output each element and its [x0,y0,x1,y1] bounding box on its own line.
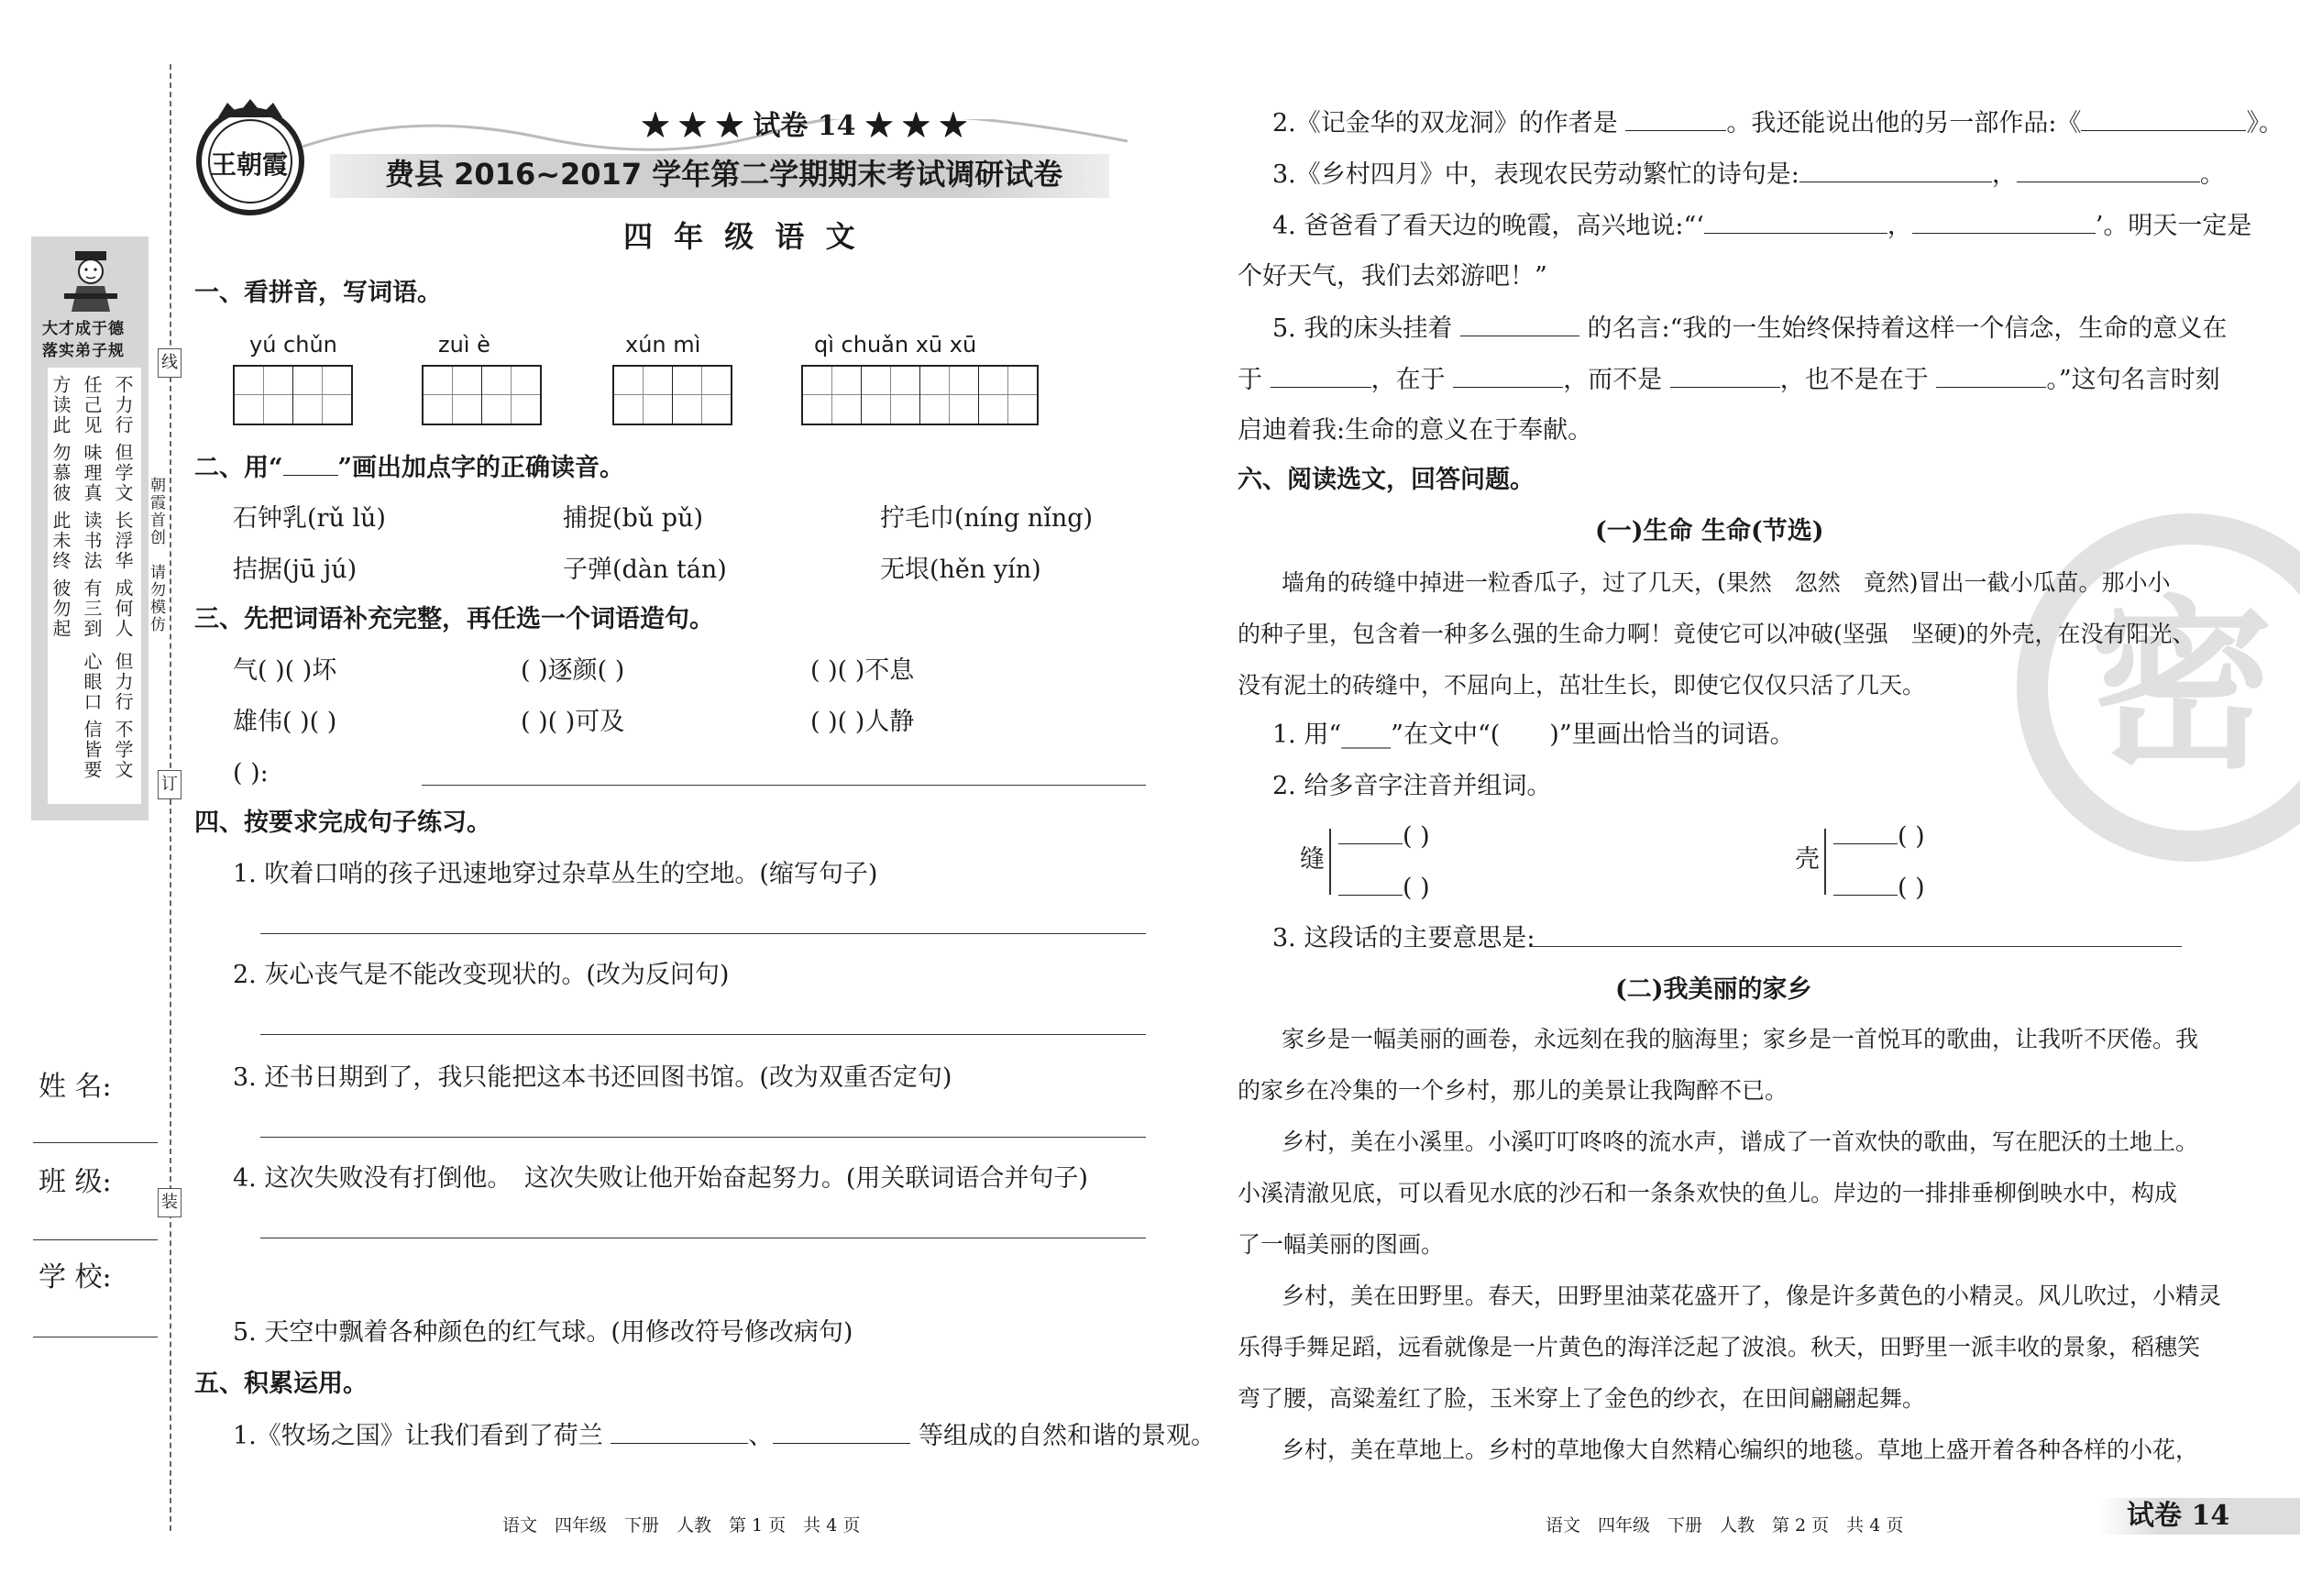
rule-col: 勿慕彼 [50,443,72,503]
brand-logo [191,99,310,218]
reading-item[interactable]: 拮据(jū jú) [233,556,358,584]
reading-item[interactable]: 无垠(hěn yín) [880,556,1041,584]
right-q4 [1272,209,2251,243]
right-q2 [1272,106,2283,140]
right-q4-cont: 个好天气，我们去郊游吧！” [1238,262,1547,291]
paren: ( ) [1403,874,1430,902]
text: 3.《乡村四月》中，表现农民劳动繁忙的诗句是: [1272,160,1799,189]
word-fill[interactable]: ( )( )可及 [521,708,625,736]
passage-1-title: (一)生命 生命(节选) [1595,517,1824,545]
corner-paper-number: 试卷 14 [2127,1500,2230,1532]
polyphone-1-row[interactable] [1338,820,1430,853]
blank[interactable] [1453,363,1563,388]
passage-2-line: 乡村，美在田野里。春天，田野里油菜花盛开了，像是许多黄色的小精灵。风儿吹过，小精灵 [1282,1282,2222,1309]
rule-col: 此未终 [50,511,72,571]
logo-text: 王朝霞 [211,149,289,180]
bracket-1 [1329,829,1338,895]
reading-item[interactable]: 捕捉(bǔ pǔ) [563,504,703,533]
reading-item[interactable]: 石钟乳(rǔ lǔ) [233,504,386,533]
text: ，而不是 [1563,366,1663,394]
subject-title: 四 年 级 语 文 [623,219,861,254]
reading-item[interactable]: 子弹(dàn tán) [563,556,727,584]
passage-1-line: 没有泥土的砖缝中，不屈向上，茁壮生长，即使它仅仅只活了几天。 [1238,672,1926,699]
blank[interactable] [1625,106,1726,131]
right-q5 [1272,312,2227,346]
text: 。”这句名言时刻 [2046,366,2220,394]
passage-1-line: 墙角的砖缝中掉进一粒香瓜子，过了几天，(果然 忽然 竟然)冒出一截小瓜苗。那小小 [1282,569,2171,596]
writing-grid-3[interactable] [612,365,732,425]
underline-sample [283,451,338,476]
passage-2-line: 了一幅美丽的图画。 [1238,1231,1445,1258]
q5-text-c: 等组成的自然和谐的景观。 [918,1422,1216,1450]
text: ， [1991,160,2017,189]
exercise-item: 5. 天空中飘着各种颜色的红气球。(用修改符号修改病句) [233,1318,853,1347]
blank[interactable] [1833,820,1898,844]
text: ，也不是在于 [1779,366,1929,394]
writing-grid-2[interactable] [422,365,542,425]
page-footer-left: 语文 四年级 下册 人教 第 1 页 共 4 页 [502,1515,861,1535]
section-2-text-a: 二、用“ [194,454,283,482]
sentence-prompt: ( ): [233,759,269,787]
blank[interactable] [1912,209,2096,234]
text: ’。明天一定是 [2095,212,2252,240]
scholar-figure-icon [59,249,123,314]
answer-line[interactable] [1529,946,2182,947]
rule-col: 长浮华 [112,511,134,571]
text: 的名言:“我的一生始终保持着这样一个信念，生命的意义在 [1587,314,2228,343]
class-field[interactable] [33,1239,158,1240]
passage-1-q3: 3. 这段话的主要意思是: [1272,924,1535,952]
rule-col: 任己见 [81,375,103,435]
text: ，在于 [1370,366,1446,394]
blank[interactable] [2081,106,2246,131]
polyphone-2-row[interactable] [1833,820,1925,853]
rule-col: 心眼口 [81,652,103,712]
polyphone-1: 缝 [1300,845,1325,874]
word-fill[interactable]: 气( )( )坏 [233,656,337,685]
accumulation-item-1 [233,1419,1216,1453]
right-q3 [1272,158,2225,192]
exam-title: 费县 2016~2017 学年第二学期期末考试调研试卷 [385,157,1063,192]
rule-col: 成何人 [112,578,134,639]
rule-col: 不学文 [112,720,134,780]
name-label: 姓 名: [39,1071,112,1103]
polyphone-2-row[interactable] [1833,871,1925,905]
bracket-2 [1824,829,1833,895]
blank[interactable] [1670,363,1780,388]
passage-2-line: 小溪清澈见底，可以看见水底的沙石和一条条欢快的鱼儿。岸边的一排排垂柳倒映水中，构成 [1238,1180,2178,1206]
class-label: 班 级: [39,1166,112,1198]
paper-number-text: 试卷 14 [753,110,856,142]
section-3-heading: 三、先把词语补充完整，再任选一个词语造句。 [194,605,714,633]
text: 于 [1238,366,1262,394]
passage-2-line: 家乡是一幅美丽的画卷，永远刻在我的脑海里；家乡是一首悦耳的歌曲，让我听不厌倦。我 [1282,1026,2199,1052]
word-fill[interactable]: 雄伟( )( ) [233,708,337,736]
answer-line[interactable] [260,1137,1146,1138]
reading-item[interactable]: 拧毛巾(níng nǐng) [880,504,1094,533]
blank[interactable] [1799,158,1992,182]
rule-col: 不力行 [112,375,134,435]
section-6-heading: 六、阅读选文，回答问题。 [1238,466,1535,494]
passage-2-title: (二)我美丽的家乡 [1615,975,1812,1004]
name-field[interactable] [33,1142,158,1143]
blank[interactable] [1936,363,2046,388]
rule-col: 读书法 [81,511,103,571]
word-fill[interactable]: ( )逐颜( ) [521,656,625,685]
text: 5. 我的床头挂着 [1272,314,1453,343]
blank[interactable] [773,1419,910,1444]
paren: ( ) [1898,822,1925,851]
q5-text-b: 、 [748,1422,774,1450]
answer-line[interactable] [260,1034,1146,1035]
text: 2.《记金华的双龙洞》的作者是 [1272,109,1618,138]
pinyin-2: zuì è [438,332,490,358]
passage-2-line: 乡村，美在小溪里。小溪叮叮咚咚的流水声，谱成了一首欢快的歌曲，写在肥沃的土地上。 [1282,1128,2199,1155]
text: ， [1887,212,1912,240]
sidebar-motto-panel [31,237,149,820]
motto-line-2: 落实弟子规 [42,342,125,360]
polyphone-1-row[interactable] [1338,871,1430,905]
section-2-text-b: ”画出加点字的正确读音。 [337,454,625,482]
seal-mark-1: 线 [158,348,182,378]
page-footer-right: 语文 四年级 下册 人教 第 2 页 共 4 页 [1546,1515,1904,1535]
writing-grid-4[interactable] [801,365,1039,425]
rule-col: 但力行 [112,652,134,712]
passage-1-q1: 1. 用“____”在文中“( )”里画出恰当的词语。 [1272,721,1795,749]
passage-1-q2: 2. 给多音字注音并组词。 [1272,772,1552,800]
section-4-heading: 四、按要求完成句子练习。 [194,809,491,837]
rules-box [48,368,141,804]
text: 》。 [2246,109,2283,138]
paper-number: ★ ★ ★ 试卷 14 ★ ★ ★ [642,110,967,142]
exercise-item: 4. 这次失败没有打倒他。 这次失败让他开始奋起努力。(用关联词语合并句子) [233,1164,1088,1193]
word-fill[interactable]: ( )( )不息 [810,656,915,685]
passage-2-line: 的家乡在冷集的一个乡村，那儿的美景让我陶醉不已。 [1238,1077,1788,1104]
side-label: 朝霞首创 请勿模仿 [147,477,165,633]
blank[interactable] [1833,871,1898,896]
blank[interactable] [1338,820,1403,844]
paren: ( ) [1403,822,1430,851]
blank[interactable] [1460,312,1579,336]
rule-col: 彼勿起 [50,578,72,639]
rule-col: 味理真 [81,443,103,503]
passage-1-line: 的种子里，包含着一种多么强的生命力啊！竟使它可以冲破(坚强 坚硬)的外壳，在没有阳光、 [1238,621,2195,647]
blank[interactable] [611,1419,748,1444]
rule-col: 有三到 [81,578,103,639]
seal-mark-2: 订 [158,770,182,799]
word-fill[interactable]: ( )( )人静 [810,708,915,736]
text: 。 [2199,160,2225,189]
rule-col: 方读此 [50,375,72,435]
section-5-heading: 五、积累运用。 [194,1370,368,1398]
pinyin-3: xún mì [625,332,701,358]
text: 。我还能说出他的另一部作品:《 [1726,109,2082,138]
answer-line[interactable] [260,933,1146,934]
school-label: 学 校: [39,1261,112,1293]
right-q5-end: 启迪着我:生命的意义在于奉献。 [1238,416,1593,445]
writing-grid-1[interactable] [233,365,353,425]
q5-text-a: 1.《牧场之国》让我们看到了荷兰 [233,1422,603,1450]
passage-2-line: 乐得手舞足蹈，远看就像是一片黄色的海洋泛起了波浪。秋天，田野里一派丰收的景象，稻穗笑 [1238,1334,2201,1360]
exercise-item: 1. 吹着口哨的孩子迅速地穿过杂草丛生的空地。(缩写句子) [233,860,878,888]
section-1-heading: 一、看拼音，写词语。 [194,279,442,307]
seal-mark-3: 装 [158,1188,182,1217]
rule-col: 但学文 [112,443,134,503]
rule-col: 信皆要 [81,720,103,780]
pinyin-4: qì chuǎn xū xū [814,332,977,358]
watermark-seal-char: 密 [2090,580,2274,794]
blank[interactable] [1271,363,1371,388]
passage-2-line: 乡村，美在草地上。乡村的草地像大自然精心编织的地毯。草地上盛开着各种各样的小花， [1282,1436,2199,1463]
right-q5-cont [1238,363,2220,397]
pinyin-1: yú chǔn [249,332,337,358]
blank[interactable] [2017,158,2200,182]
text: 4. 爸爸看了看天边的晚霞，高兴地说:“‘ [1272,212,1704,240]
blank[interactable] [1704,209,1887,234]
blank[interactable] [1338,871,1403,896]
motto-line-1: 大才成于德 [42,320,125,338]
passage-2-line: 弯了腰，高粱羞红了脸，玉米穿上了金色的纱衣，在田间翩翩起舞。 [1238,1385,1926,1412]
paren: ( ) [1898,874,1925,902]
exercise-item: 3. 还书日期到了，我只能把这本书还回图书馆。(改为双重否定句) [233,1063,952,1092]
exercise-item: 2. 灰心丧气是不能改变现状的。(改为反问句) [233,961,730,989]
sentence-line[interactable] [422,785,1146,786]
polyphone-2: 壳 [1795,845,1820,874]
section-2-heading [194,451,624,485]
